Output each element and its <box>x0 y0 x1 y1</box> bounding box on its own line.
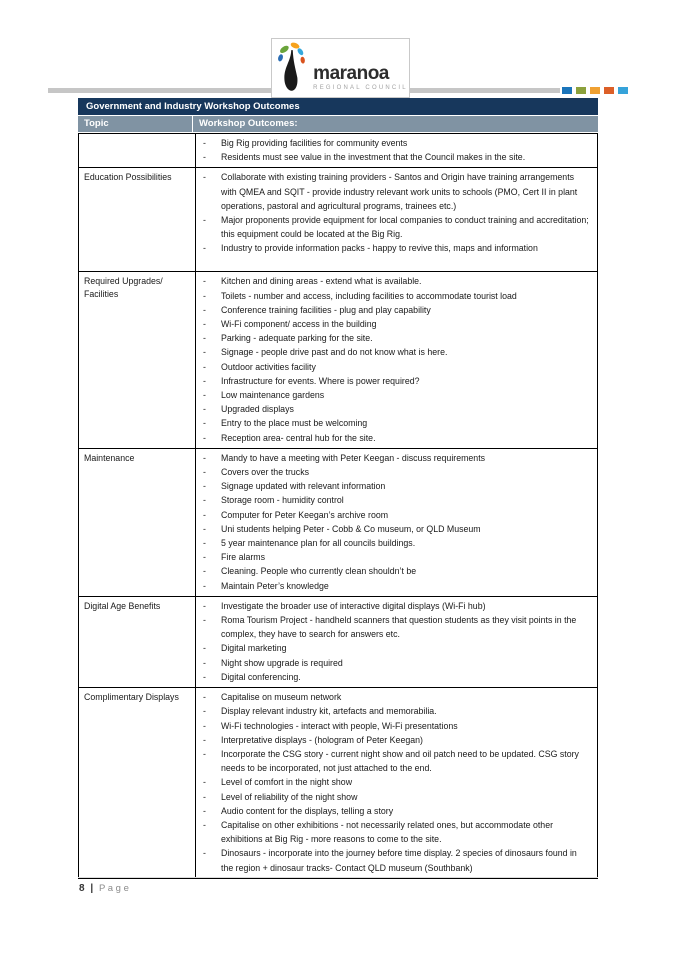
list-item: - Incorporate the CSG story - current night show and oil patch need to be updated. CSG story needs to be incorporated, not just attached to the end. <box>203 747 589 775</box>
outcomes-cell <box>196 449 597 596</box>
table-row <box>79 449 597 597</box>
color-square-orange <box>590 87 600 94</box>
outcomes-cell <box>196 134 597 167</box>
topic-cell: Required Upgrades/ Facilities <box>79 272 196 447</box>
list-item: - Uni students helping Peter - Cobb & Co museum, or QLD Museum <box>203 522 589 536</box>
list-item: - Signage - people drive past and do not know what is here. <box>203 345 589 359</box>
table-title: Government and Industry Workshop Outcomes <box>78 98 598 115</box>
table-row <box>79 688 597 878</box>
list-item: - Level of reliability of the night show <box>203 790 589 804</box>
logo-name: maranoa <box>313 63 389 84</box>
footer-divider <box>78 877 598 878</box>
table-row <box>79 134 597 168</box>
topic-cell: Maintenance <box>79 449 196 596</box>
footer-separator: | <box>90 883 94 894</box>
list-item: - Big Rig providing facilities for community events <box>203 136 589 150</box>
list-item: - Mandy to have a meeting with Peter Keegan - discuss requirements <box>203 451 589 465</box>
list-item: - Outdoor activities facility <box>203 360 589 374</box>
list-item: - Computer for Peter Keegan’s archive room <box>203 508 589 522</box>
list-item: - Entry to the place must be welcoming <box>203 416 589 430</box>
list-item: - Digital marketing <box>203 641 589 655</box>
list-item: - Major proponents provide equipment for local companies to conduct training and accreditation; this equipment could be located at the Big Rig. <box>203 213 589 241</box>
topic-cell: Digital Age Benefits <box>79 597 196 687</box>
column-header-outcomes: Workshop Outcomes: <box>193 116 598 132</box>
header-color-squares <box>562 87 628 94</box>
list-item: - Parking - adequate parking for the site. <box>203 331 589 345</box>
list-item: - Storage room - humidity control <box>203 493 589 507</box>
table-row <box>79 597 597 688</box>
color-square-red <box>604 87 614 94</box>
column-header-topic: Topic <box>78 116 192 132</box>
list-item: - Upgraded displays <box>203 402 589 416</box>
logo-subtitle: REGIONAL COUNCIL <box>313 85 408 91</box>
bottle-tree-icon <box>273 41 311 93</box>
list-item: - Wi-Fi component/ access in the building <box>203 317 589 331</box>
topic-cell: Education Possibilities <box>79 168 196 271</box>
page-label: P a g e <box>98 883 129 894</box>
list-item: - Covers over the trucks <box>203 465 589 479</box>
table-row <box>79 168 597 272</box>
list-item: - Residents must see value in the investment that the Council makes in the site. <box>203 150 589 164</box>
table-column-headers <box>78 116 598 132</box>
list-item: - Wi-Fi technologies - interact with people, Wi-Fi presentations <box>203 719 589 733</box>
list-item: - Conference training facilities - plug and play capability <box>203 303 589 317</box>
topic-cell <box>79 134 196 167</box>
list-item: - Maintain Peter’s knowledge <box>203 579 589 593</box>
list-item: - Reception area- central hub for the site. <box>203 431 589 445</box>
page-footer <box>79 883 129 894</box>
list-item: - Interpretative displays - (hologram of Peter Keegan) <box>203 733 589 747</box>
topic-cell: Complimentary Displays <box>79 688 196 878</box>
list-item: - Capitalise on other exhibitions - not necessarily related ones, but accommodate other exhibitions at Big Rig - more reasons to come to the site. <box>203 818 589 846</box>
list-item: - Capitalise on museum network <box>203 690 589 704</box>
list-item: - Industry to provide information packs - happy to revive this, maps and information <box>203 241 589 255</box>
list-item: - Level of comfort in the night show <box>203 775 589 789</box>
list-item: - Fire alarms <box>203 550 589 564</box>
list-item: - Infrastructure for events. Where is power required? <box>203 374 589 388</box>
color-square-blue <box>562 87 572 94</box>
color-square-lightblue <box>618 87 628 94</box>
maranoa-logo <box>271 38 410 98</box>
list-item: - Digital conferencing. <box>203 670 589 684</box>
list-item: - 5 year maintenance plan for all councils buildings. <box>203 536 589 550</box>
table-row <box>79 272 597 448</box>
list-item: - Night show upgrade is required <box>203 656 589 670</box>
list-item: - Toilets - number and access, including facilities to accommodate tourist load <box>203 289 589 303</box>
list-item: - Display relevant industry kit, artefacts and memorabilia. <box>203 704 589 718</box>
outcomes-cell <box>196 597 597 687</box>
outcomes-cell <box>196 272 597 447</box>
list-item: - Low maintenance gardens <box>203 388 589 402</box>
list-item: - Roma Tourism Project - handheld scanners that question students as they visit points in the complex, they have to search for answers etc. <box>203 613 589 641</box>
outcomes-cell <box>196 688 597 878</box>
list-item: - Investigate the broader use of interactive digital displays (Wi-Fi hub) <box>203 599 589 613</box>
list-item: - Cleaning. People who currently clean shouldn’t be <box>203 564 589 578</box>
list-item: - Collaborate with existing training providers - Santos and Origin have training arrangements with QMEA and SQIT - provide industry relevant work units to schools (PMO, Cert II in plant operations, pastoral and agricultural programs, trainees etc.) <box>203 170 589 213</box>
list-item: - Audio content for the displays, telling a story <box>203 804 589 818</box>
list-item: - Kitchen and dining areas - extend what is available. <box>203 274 589 288</box>
color-square-green <box>576 87 586 94</box>
list-item: - Signage updated with relevant information <box>203 479 589 493</box>
outcomes-cell <box>196 168 597 271</box>
table-body <box>78 133 598 879</box>
workshop-outcomes-table <box>78 98 598 879</box>
list-item: - Dinosaurs - incorporate into the journey before time display. 2 species of dinosaurs found in the region + dinosaur tracks- Contact QLD museum (Southbank) <box>203 846 589 874</box>
page-number: 8 <box>79 883 85 894</box>
